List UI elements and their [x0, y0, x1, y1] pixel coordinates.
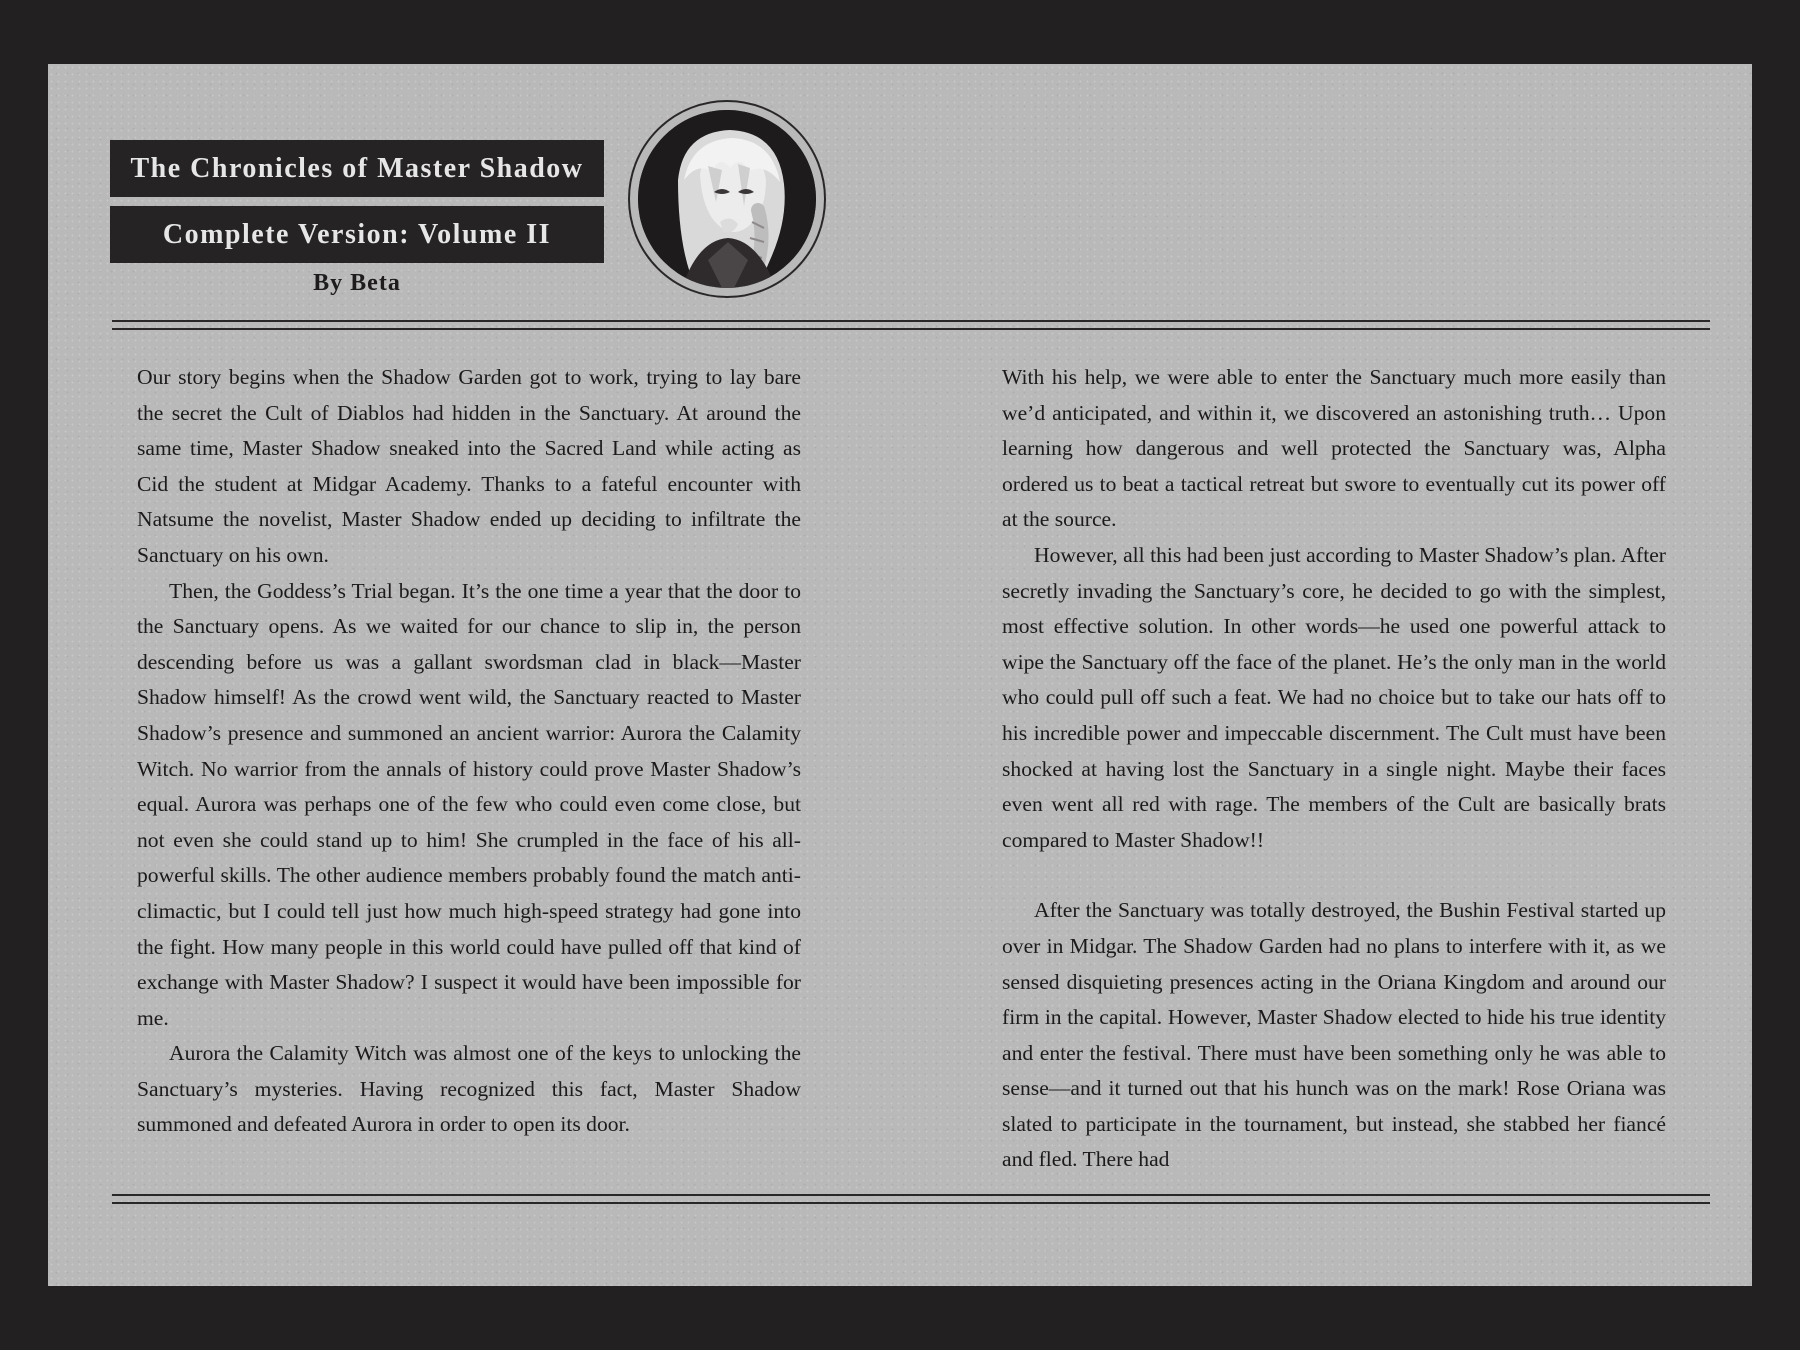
footer-rule-lower [112, 1202, 1710, 1204]
right-text-column [1002, 360, 1666, 1178]
title-line-1: The Chronicles of Master Shadow [110, 140, 604, 197]
header-rule-lower [112, 328, 1710, 330]
paragraph: With his help, we were able to enter the Sanctuary much more easily than we’d anticipated, and within it, we discovered an astonishing truth… Upon learning how dangerous and well protected the Sanctuary was, Alpha ordered us to beat a tactical retreat but swore to eventually cut its power off at the source. [1002, 365, 1666, 532]
character-portrait-frame [628, 100, 826, 298]
title-line-2: Complete Version: Volume II [110, 206, 604, 263]
paragraph: However, all this had been just according to Master Shadow’s plan. After secretly invading the Sanctuary’s core, he decided to go with the simplest, most effective solution. In other words—he used one powerful attack to wipe the Sanctuary off the face of the planet. He’s the only man in the world who could pull off such a feat. We had no choice but to take our hats off to his incredible power and impeccable discernment. The Cult must have been shocked at having lost the Sanctuary in a single night. Maybe their faces even went all red with rage. The members of the Cult are basically brats compared to Master Shadow!! [1002, 542, 1666, 852]
footer-rule-upper [112, 1194, 1710, 1196]
book-page [48, 64, 1752, 1286]
character-portrait-icon [638, 110, 816, 288]
paragraph: Our story begins when the Shadow Garden got to work, trying to lay bare the secret the Cult of Diablos had hidden in the Sanctuary. At around the same time, Master Shadow sneaked into the Sacred Land while acting as Cid the student at Midgar Academy. Thanks to a fateful encounter with Natsume the novelist, Master Shadow ended up deciding to infiltrate the Sanctuary on his own. [137, 365, 801, 567]
left-text-column [137, 360, 801, 1143]
paragraph: Then, the Goddess’s Trial began. It’s the one time a year that the door to the Sanctuary opens. As we waited for our chance to slip in, the person descending before us was a gallant swordsman clad in black—Master Shadow himself! As the crowd went wild, the Sanctuary reacted to Master Shadow’s presence and summoned an ancient warrior: Aurora the Calamity Witch. No warrior from the annals of history could prove Master Shadow’s equal. Aurora was perhaps one of the few who could even come close, but not even she could stand up to him! She crumpled in the face of his all-powerful skills. The other audience members probably found the match anti-climactic, but I could tell just how much high-speed strategy had gone into the fight. How many people in this world could have pulled off that kind of exchange with Master Shadow? I suspect it would have been impossible for me. [137, 578, 801, 1030]
header-rule-upper [112, 320, 1710, 322]
paragraph: Aurora the Calamity Witch was almost one of the keys to unlocking the Sanctuary’s mysteries. Having recognized this fact, Master Shadow summoned and defeated Aurora in order to open its door. [137, 1041, 801, 1137]
byline: By Beta [313, 270, 401, 296]
paragraph: After the Sanctuary was totally destroyed, the Bushin Festival started up over in Midgar. The Shadow Garden had no plans to interfere with it, as we sensed disquieting presences acting in the Oriana Kingdom and around our firm in the capital. However, Master Shadow elected to hide his true identity and enter the festival. There must have been something only he was able to sense—and it turned out that his hunch was on the mark! Rose Oriana was slated to participate in the tournament, but instead, she stabbed her fiancé and fled. There had [1002, 898, 1666, 1172]
